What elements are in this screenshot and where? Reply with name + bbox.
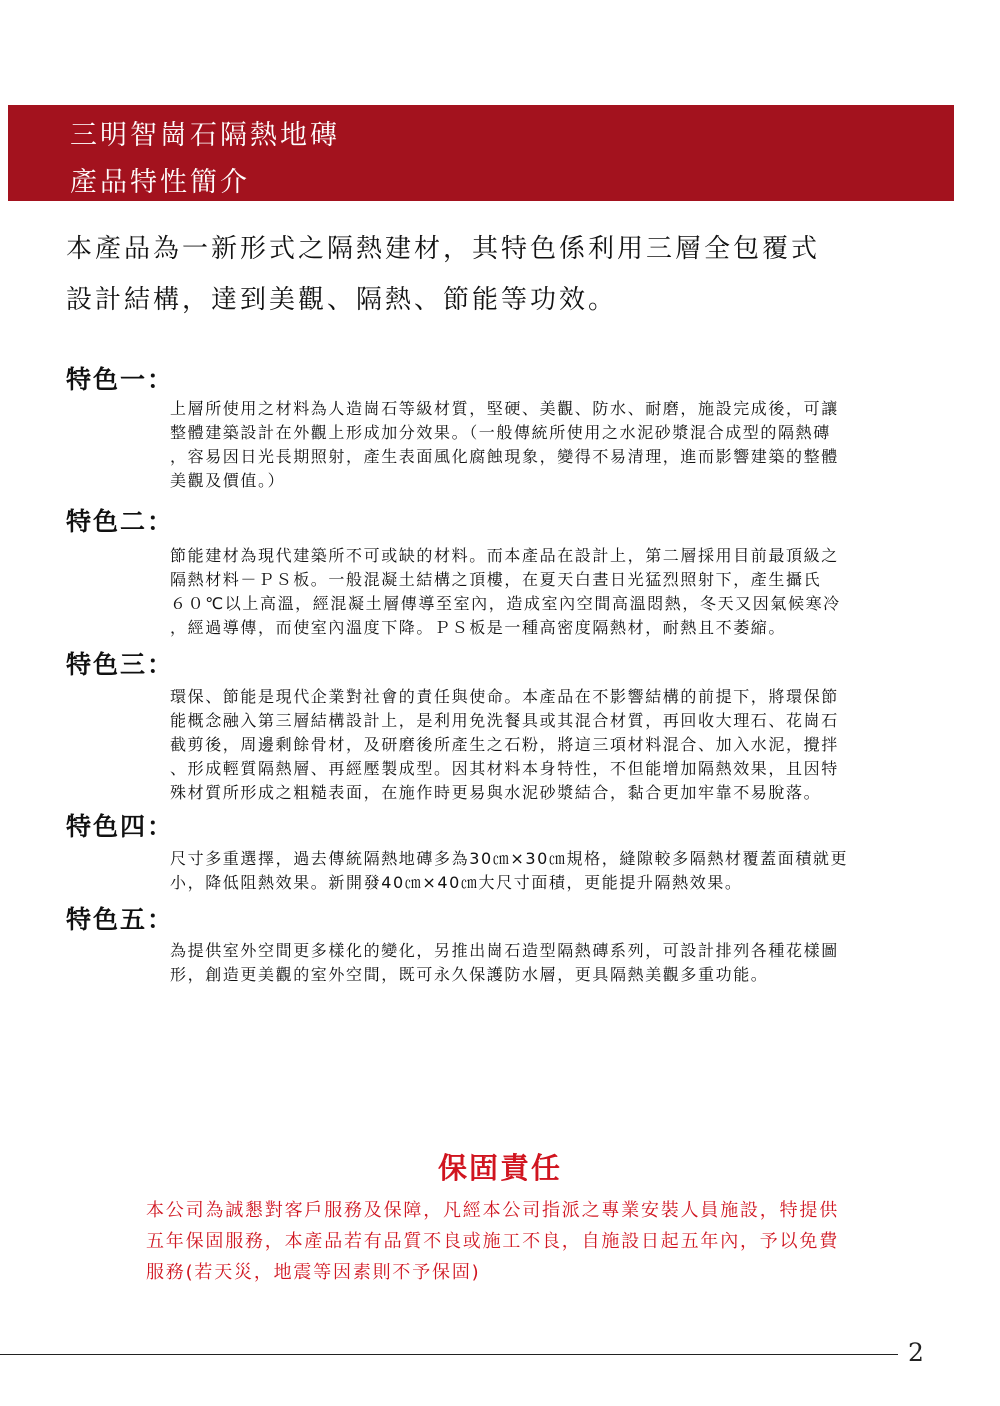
feature-5-line: 為提供室外空間更多樣化的變化，另推出崗石造型隔熱磚系列，可設計排列各種花樣圖 <box>170 941 839 960</box>
feature-3-title: 特色三： <box>66 650 175 679</box>
feature-1-title: 特色一： <box>66 365 175 394</box>
feature-2-line: ６０℃以上高溫，經混凝土層傳導至室內，造成室內空間高溫悶熱，冬天又因氣候寒冷 <box>170 594 841 613</box>
intro-line-1: 本產品為一新形式之隔熱建材，其特色係利用三層全包覆式 <box>66 234 821 264</box>
feature-4-line: 尺寸多重選擇，過去傳統隔熱地磚多為30㎝×30㎝規格，縫隙較多隔熱材覆蓋面積就更 <box>170 849 849 868</box>
feature-3-line: 、形成輕質隔熱層、再經壓製成型。因其材料本身特性，不但能增加隔熱效果，且因特 <box>170 759 839 778</box>
feature-3-line: 環保、節能是現代企業對社會的責任與使命。本產品在不影響結構的前提下，將環保節 <box>170 687 839 706</box>
warranty-title: 保固責任 <box>437 1151 562 1185</box>
feature-2-title: 特色二： <box>66 507 175 536</box>
feature-3-line: 截剪後，周邊剩餘骨材，及研磨後所產生之石粉，將這三項材料混合、加入水泥，攪拌 <box>170 735 839 754</box>
feature-3-line: 殊材質所形成之粗糙表面，在施作時更易與水泥砂漿結合，黏合更加牢靠不易脫落。 <box>170 783 822 802</box>
intro-line-2: 設計結構，達到美觀、隔熱、節能等功效。 <box>66 285 618 315</box>
feature-2-line: 節能建材為現代建築所不可或缺的材料。而本產品在設計上，第二層採用目前最頂級之 <box>170 546 839 565</box>
feature-5-title: 特色五： <box>66 905 175 934</box>
warranty-line: 五年保固服務，本產品若有品質不良或施工不良，自施設日起五年內，予以免費 <box>146 1231 839 1252</box>
feature-2-line: ，經過導傳，而使室內溫度下降。ＰＳ板是一種高密度隔熱材，耐熱且不萎縮。 <box>170 618 787 637</box>
warranty-line: 本公司為誠懇對客戶服務及保障，凡經本公司指派之專業安裝人員施設，特提供 <box>146 1200 839 1221</box>
document-title: 三明智崗石隔熱地磚 <box>70 120 340 151</box>
feature-3-line: 能概念融入第三層結構設計上，是利用免洗餐具或其混合材質，再回收大理石、花崗石 <box>170 711 839 730</box>
feature-1-line: ，容易因日光長期照射，產生表面風化腐蝕現象，變得不易清理，進而影響建築的整體 <box>170 447 839 466</box>
feature-1-line: 美觀及價值。） <box>170 471 286 490</box>
feature-1-line: 上層所使用之材料為人造崗石等級材質，堅硬、美觀、防水、耐磨，施設完成後，可讓 <box>170 399 839 418</box>
feature-5-line: 形，創造更美觀的室外空間，既可永久保護防水層，更具隔熱美觀多重功能。 <box>170 965 769 984</box>
feature-4-line: 小，降低阻熱效果。新開發40㎝×40㎝大尺寸面積，更能提升隔熱效果。 <box>170 873 743 892</box>
feature-1-line: 整體建築設計在外觀上形成加分效果。（一般傳統所使用之水泥砂漿混合成型的隔熱磚 <box>170 423 831 442</box>
footer-divider <box>0 1354 898 1355</box>
feature-2-line: 隔熱材料－ＰＳ板。一般混凝土結構之頂樓，在夏天白晝日光猛烈照射下，產生攝氏 <box>170 570 822 589</box>
document-subtitle: 產品特性簡介 <box>70 167 250 198</box>
page-number: 2 <box>908 1338 924 1367</box>
feature-4-title: 特色四： <box>66 812 175 841</box>
warranty-line: 服務(若天災，地震等因素則不予保固) <box>146 1262 481 1283</box>
